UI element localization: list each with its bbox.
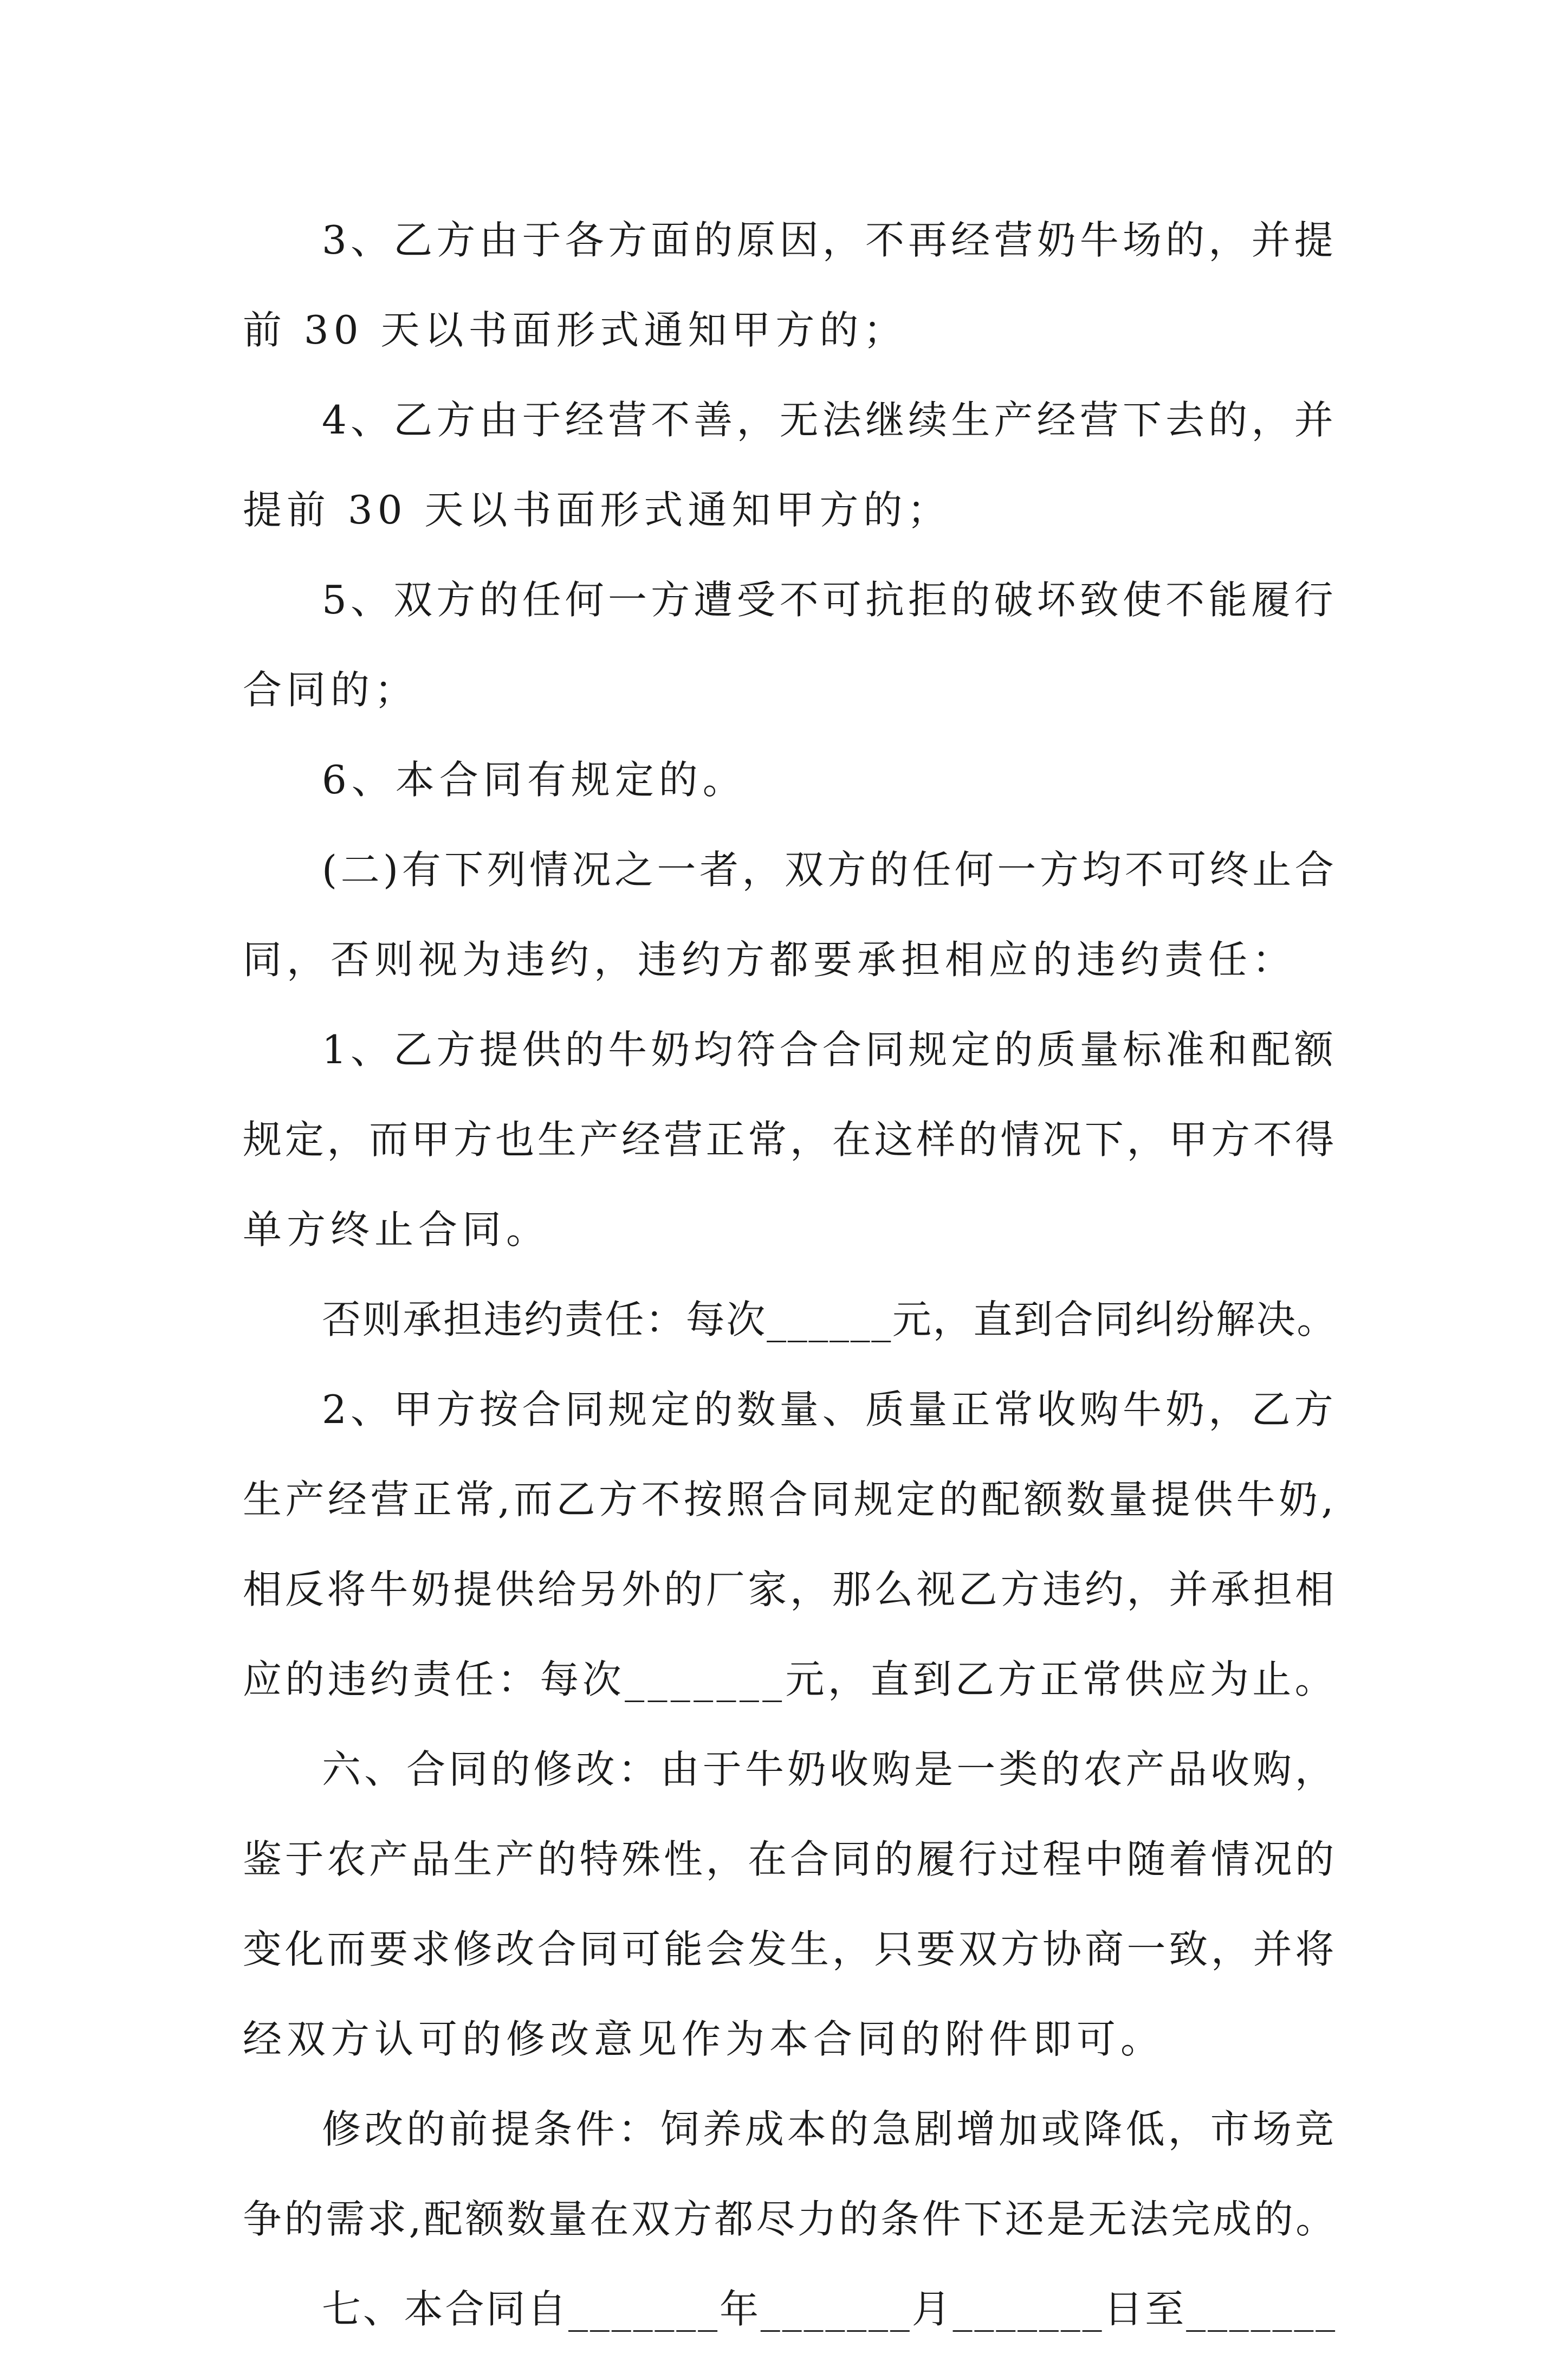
text-line: 1、乙方提供的牛奶均符合合同规定的质量标准和配额 bbox=[322, 1027, 1337, 1072]
text-line: 七、本合同自_______年_______月_______日至_______ bbox=[322, 2286, 1337, 2332]
text-line: 争的需求,配额数量在双方都尽力的条件下还是无法完成的。 bbox=[243, 2196, 1337, 2242]
text-line: 修改的前提条件：饲养成本的急剧增加或降低，市场竞 bbox=[322, 2106, 1337, 2152]
text-line: 提前 30 天以书面形式通知甲方的； bbox=[243, 487, 951, 533]
text-line: 2、甲方按合同规定的数量、质量正常收购牛奶，乙方 bbox=[322, 1387, 1337, 1432]
text-line: 4、乙方由于经营不善，无法继续生产经营下去的，并 bbox=[322, 397, 1337, 443]
text-line: 规定，而甲方也生产经营正常，在这样的情况下，甲方不得 bbox=[243, 1117, 1337, 1162]
text-line: 否则承担违约责任：每次______元，直到合同纠纷解决。 bbox=[322, 1297, 1337, 1342]
text-line: 单方终止合同。 bbox=[243, 1207, 550, 1252]
text-line: (二)有下列情况之一者，双方的任何一方均不可终止合 bbox=[322, 847, 1337, 893]
text-line: 生产经营正常,而乙方不按照合同规定的配额数量提供牛奶, bbox=[243, 1477, 1337, 1522]
text-line: 合同的； bbox=[243, 667, 419, 713]
text-line: 前 30 天以书面形式通知甲方的； bbox=[243, 307, 908, 353]
text-line: 六、合同的修改：由于牛奶收购是一类的农产品收购， bbox=[322, 1747, 1337, 1792]
text-line: 变化而要求修改合同可能会发生，只要双方协商一致，并将 bbox=[243, 1926, 1337, 1972]
contract-text bbox=[243, 195, 1337, 2354]
text-line: 6、本合同有规定的。 bbox=[322, 757, 747, 803]
text-line: 3、乙方由于各方面的原因，不再经营奶牛场的，并提 bbox=[322, 217, 1337, 263]
text-line: 应的违约责任：每次_______元，直到乙方正常供应为止。 bbox=[243, 1657, 1337, 1702]
text-line: 相反将牛奶提供给另外的厂家，那么视乙方违约，并承担相 bbox=[243, 1567, 1337, 1612]
text-line: 5、双方的任何一方遭受不可抗拒的破坏致使不能履行 bbox=[322, 577, 1337, 623]
text-line: 鉴于农产品生产的特殊性，在合同的履行过程中随着情况的 bbox=[243, 1836, 1337, 1882]
text-line: 经双方认可的修改意见作为本合同的附件即可。 bbox=[243, 2016, 1165, 2062]
text-line: 同，否则视为违约，违约方都要承担相应的违约责任： bbox=[243, 937, 1297, 982]
